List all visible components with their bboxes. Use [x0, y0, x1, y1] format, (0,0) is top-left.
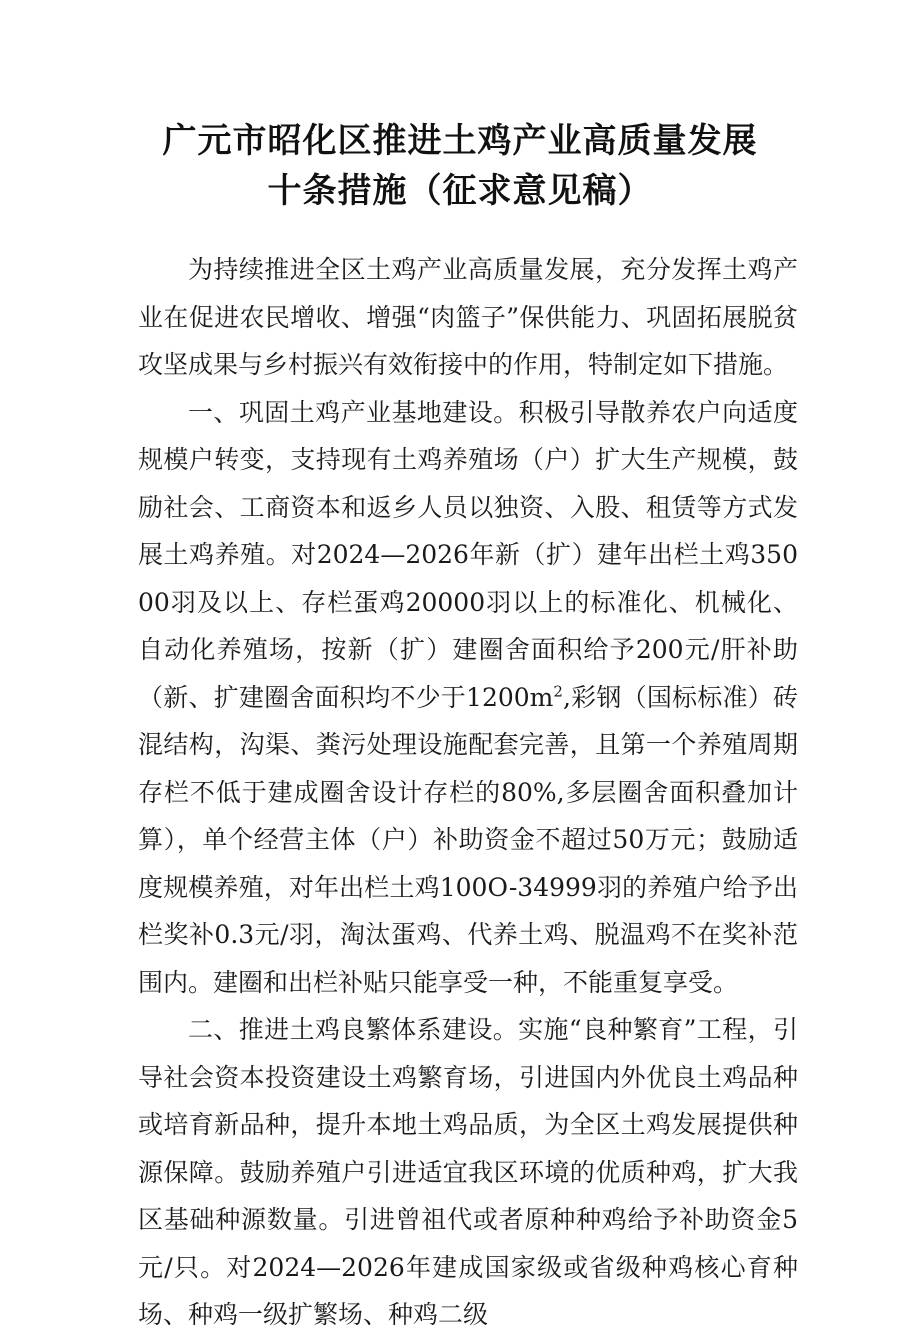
section-1-text-a: 一、巩固土鸡产业基地建设。积极引导散养农户向适度规模户转变，支持现有土鸡养殖场（户）扩大生产规模，鼓励社会、工商资本和返乡人员以独资、入股、租赁等方式发展土鸡养殖。对2024—2026年新（扩）建年出栏土鸡35000羽及以上、存栏蛋鸡20000羽以上的标准化、机械化、自动化养殖场，按新（扩）建圈舍面积给予200元/肝补助（新、扩建圈舍面积均不少于 — [138, 397, 798, 712]
document-body — [138, 246, 798, 1339]
intro-paragraph: 为持续推进全区土鸡产业高质量发展，充分发挥土鸡产业在促进农民增收、增强“肉篮子”保供能力、巩固拓展脱贫攻坚成果与乡村振兴有效衔接中的作用，特制定如下措施。 — [138, 255, 798, 379]
section-1-paragraph — [138, 389, 798, 1007]
section-1-area-superscript: 2 — [553, 682, 563, 701]
section-1-text-b: ,彩钢（国标标准）砖混结构，沟渠、粪污处理设施配套完善，且第一个养殖周期存栏不低于建成圈舍设计存栏的80%,多层圈舍面积叠加计算），单个经营主体（户）补助资金不超过50万元；鼓励适度规模养殖，对年出栏土鸡100O-34999羽的养殖户给予出栏奖补0.3元/羽，淘汰蛋鸡、代养土鸡、脱温鸡不在奖补范围内。建圈和出栏补贴只能享受一种，不能重复享受。 — [138, 682, 798, 997]
section-1-area-value: 1200m — [466, 682, 554, 712]
document-title-line-2: 十条措施（征求意见稿） — [267, 171, 653, 211]
document-title-line-1: 广元市昭化区推进土鸡产业高质量发展 — [162, 121, 758, 161]
section-2-paragraph: 二、推进土鸡良繁体系建设。实施“良种繁育”工程，引导社会资本投资建设土鸡繁育场，引进国内外优良土鸡品种或培育新品种，提升本地土鸡品质，为全区土鸡发展提供种源保障。鼓励养殖户引进适宜我区环境的优质种鸡，扩大我区基础种源数量。引进曾祖代或者原种种鸡给予补助资金5元/只。对2024—2026年建成国家级或省级种鸡核心育种场、种鸡一级扩繁场、种鸡二级 — [138, 1015, 798, 1329]
